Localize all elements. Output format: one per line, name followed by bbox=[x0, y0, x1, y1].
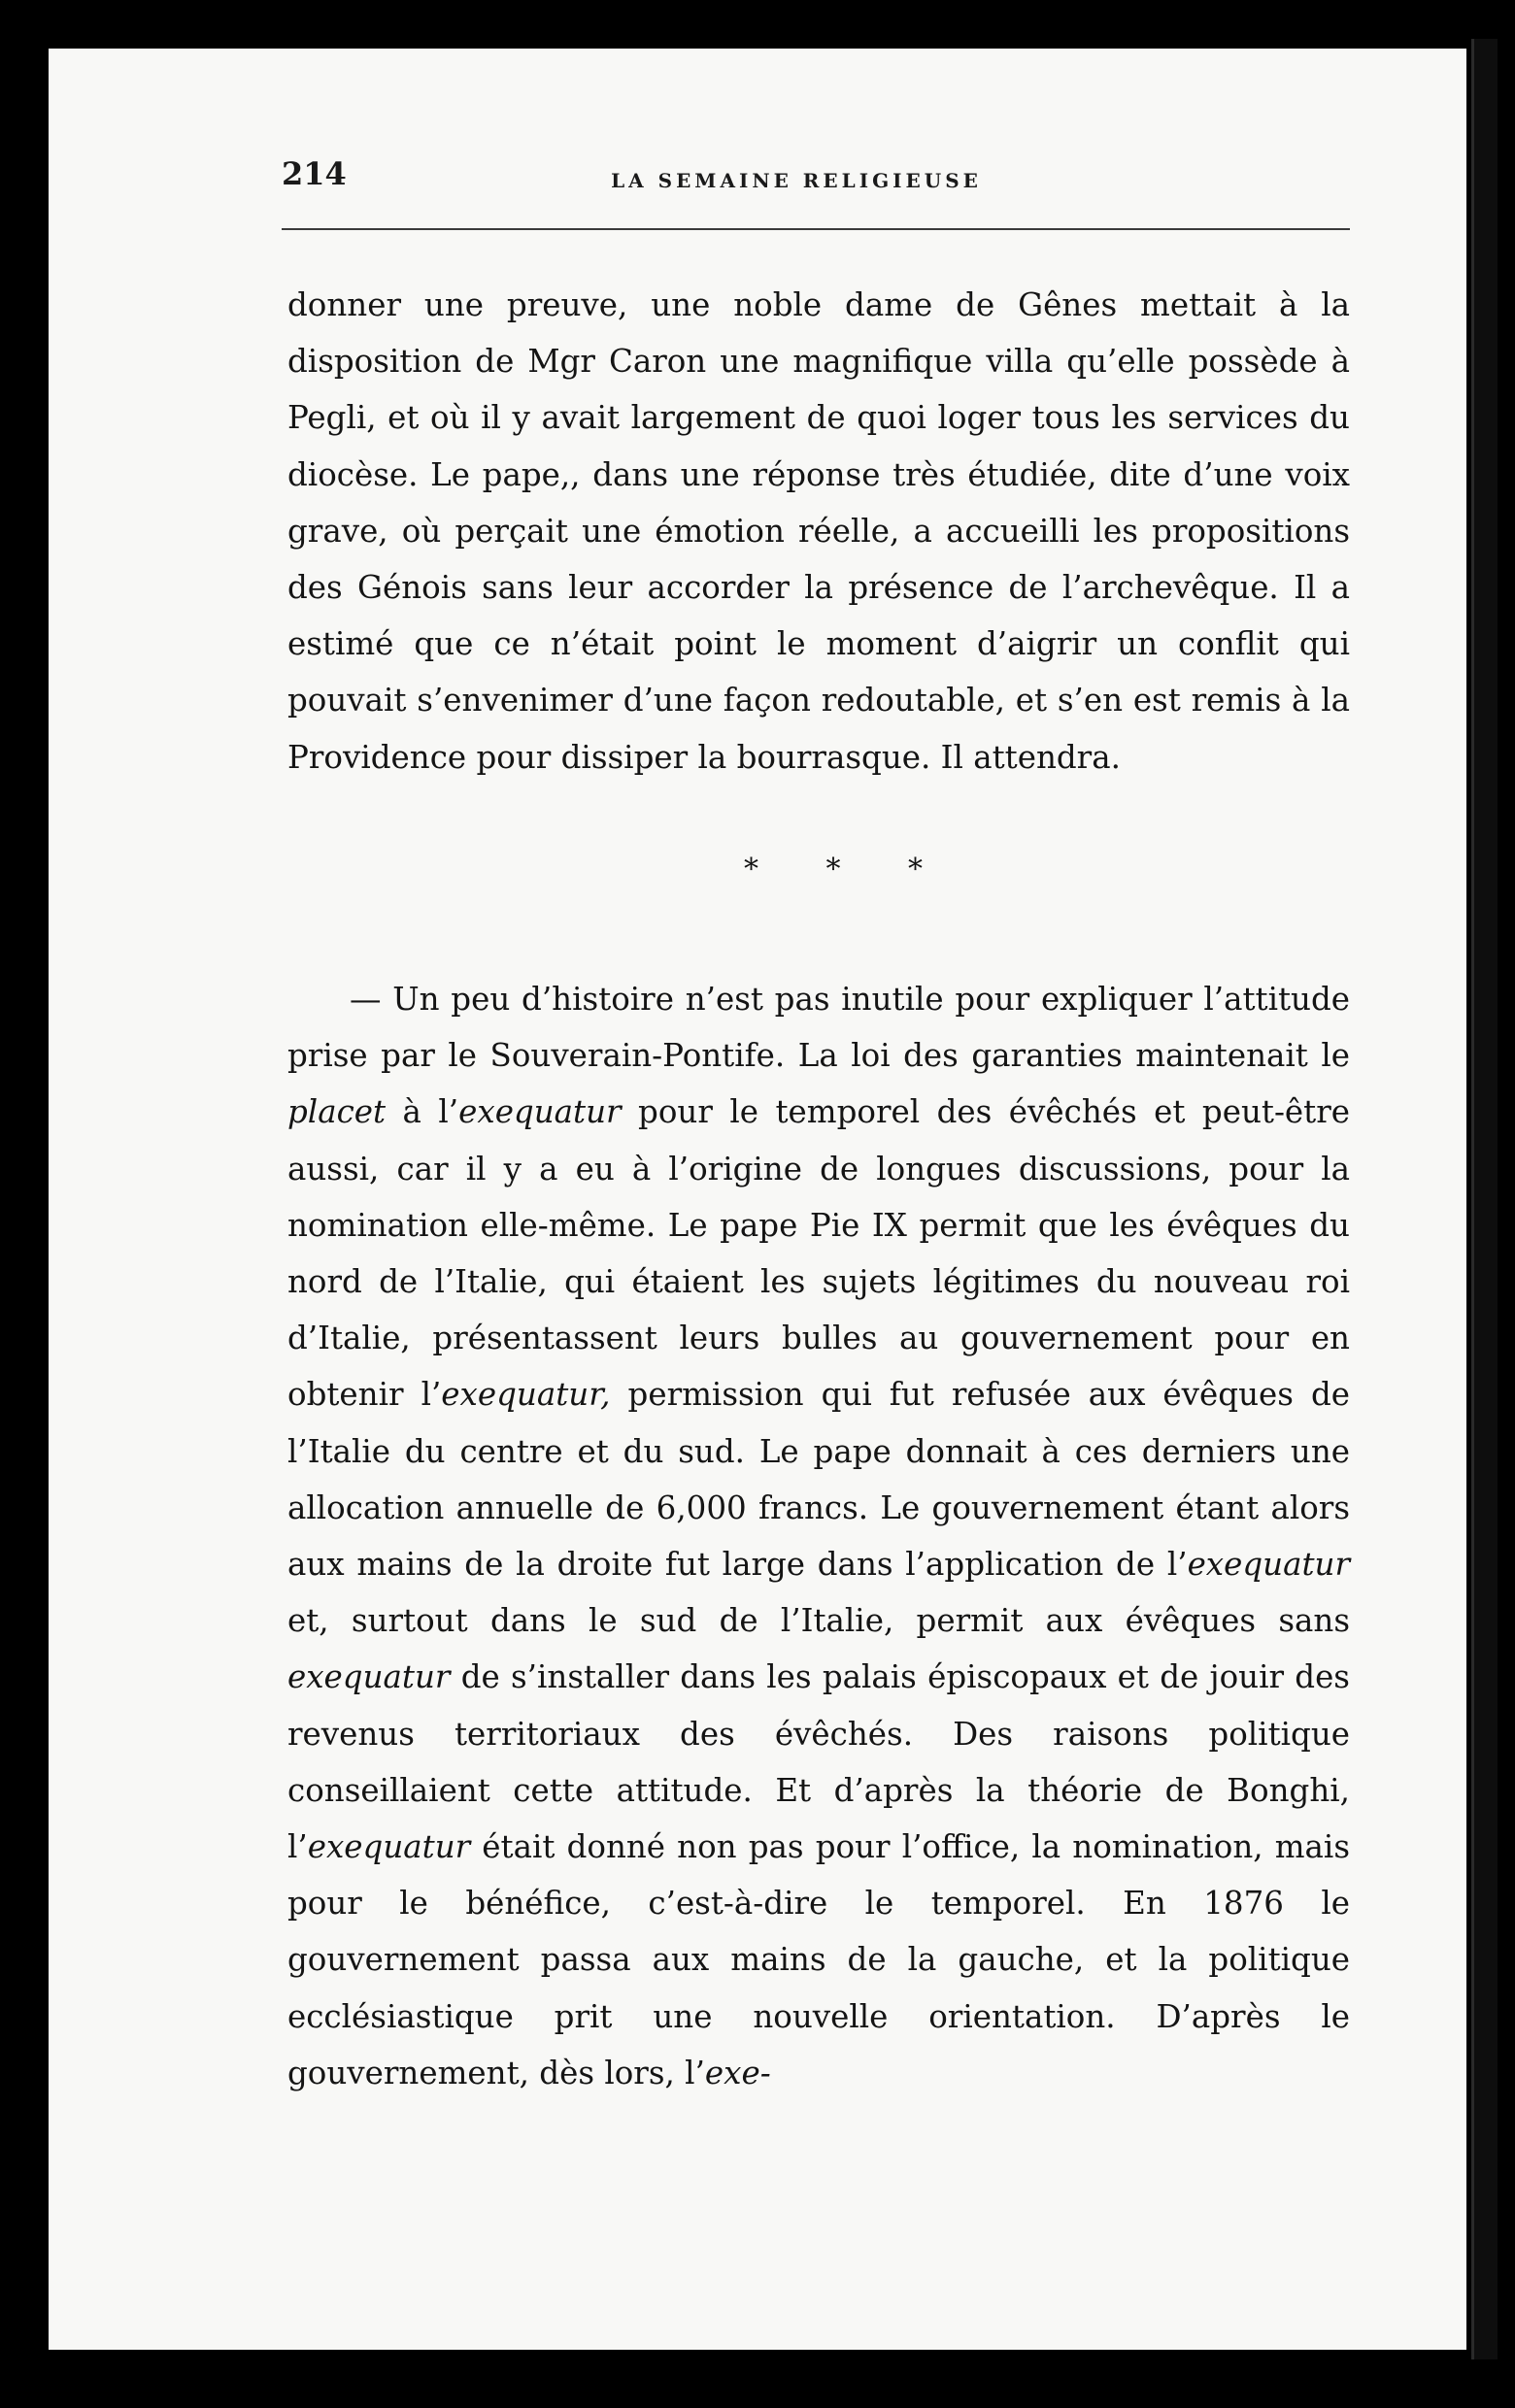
paragraph-2 bbox=[287, 971, 1350, 2101]
italic-term: exequatur bbox=[307, 1828, 471, 1866]
page-body bbox=[287, 277, 1350, 2101]
page-header bbox=[243, 155, 1350, 214]
text-run: et, surtout dans le sud de l’Italie, permit aux évêques sans bbox=[287, 1602, 1350, 1640]
italic-term: placet bbox=[287, 1093, 387, 1131]
text-run: permission qui fut refusée aux évêques de l’Italie du centre et du sud. Le pape donnait à ces derniers une allocation annuelle de 6,000 francs. Le gouvernement étant alors aux mains de la droite fut large dans l’application de l’ bbox=[287, 1376, 1350, 1584]
italic-term: exequatur, bbox=[441, 1376, 611, 1414]
text-run: était donné non pas pour l’office, la nomination, mais pour le bénéfice, c’est-à-dire le temporel. En 1876 le gouvernement passa aux mains de la gauche, et la politique ecclésiastique prit une nouvelle orientation. D’après le gouvernement, dès lors, l’ bbox=[287, 1828, 1350, 2091]
running-title: LA SEMAINE RELIGIEUSE bbox=[611, 169, 982, 192]
italic-term: exe- bbox=[704, 2054, 771, 2091]
text-run: — Un peu d’histoire n’est pas inutile pour expliquer l’attitude prise par le Souverain-Pontife. La loi des garanties maintenait le bbox=[287, 981, 1350, 1075]
page-number: 214 bbox=[282, 155, 347, 192]
adjacent-page-edge bbox=[1471, 39, 1498, 2359]
section-separator: * * * bbox=[743, 852, 953, 886]
paragraph-1: donner une preuve, une noble dame de Gênes mettait à la disposition de Mgr Caron une magnifique villa qu’elle possède à Pegli, et où il y avait largement de quoi loger tous les services du diocèse. Le pape,, dans une réponse très étudiée, dite d’une voix grave, où perçait une émotion réelle, a accueilli les propositions des Génois sans leur accorder la présence de l’archevêque. Il a estimé que ce n’était point le moment d’aigrir un conflit qui pouvait s’envenimer d’une façon redoutable, et s’en est remis à la Providence pour dissiper la bourrasque. Il attendra. bbox=[287, 286, 1350, 776]
header-rule bbox=[282, 228, 1350, 230]
text-run: de s’installer dans les palais épiscopaux et de jouir des revenus territoriaux des évêchés. Des raisons politique conseillaient cette attitude. Et d’après la théorie de Bonghi, l’ bbox=[287, 1658, 1350, 1866]
italic-term: exequatur bbox=[1187, 1546, 1350, 1584]
text-run: à l’ bbox=[386, 1093, 459, 1131]
italic-term: exequatur bbox=[458, 1093, 622, 1131]
text-run: pour le temporel des évêchés et peut-être aussi, car il y a eu à l’origine de longues discussions, pour la nomination elle-même. Le pape Pie IX permit que les évêques du nord de l’Italie, qui étaient les sujets légitimes du nouveau roi d’Italie, présentassent leurs bulles au gouvernement pour en obtenir l’ bbox=[287, 1093, 1350, 1414]
italic-term: exequatur bbox=[287, 1658, 451, 1696]
